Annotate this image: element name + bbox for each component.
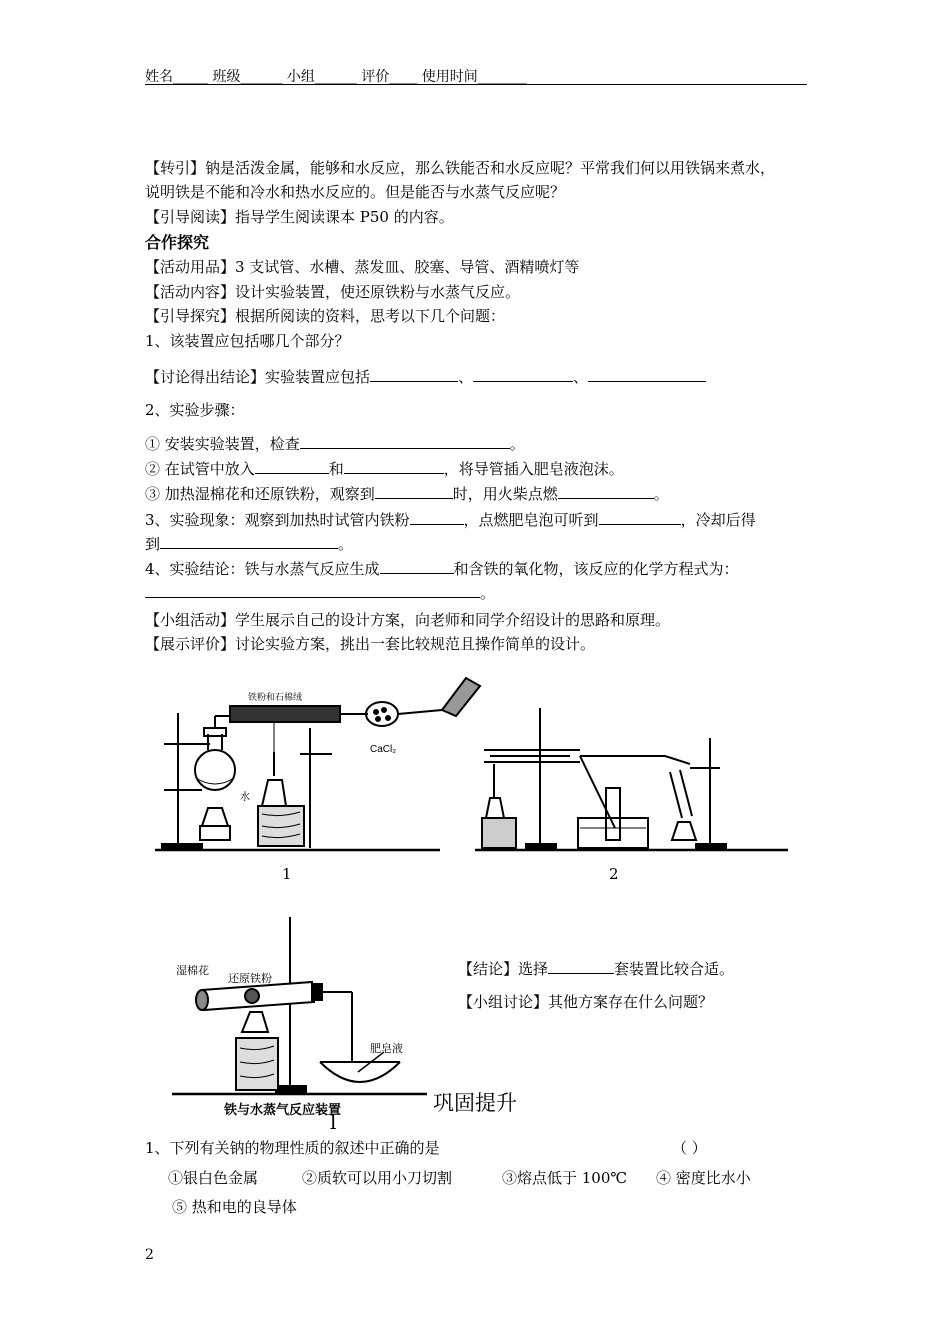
- blank-part-1[interactable]: [370, 366, 458, 382]
- blank-step-2b[interactable]: [344, 458, 444, 474]
- caption-figure-3: l: [330, 1110, 337, 1134]
- question-3: [145, 508, 756, 532]
- label-water: 水: [240, 792, 250, 803]
- consolidate-item-1: 1、下列有关钠的物理性质的叙述中正确的是: [145, 1139, 440, 1157]
- consolidate-title: 巩固提升: [433, 1091, 517, 1115]
- blank-step-2a[interactable]: [255, 458, 329, 474]
- q4-text-a: 4、实验结论：铁与水蒸气反应生成: [145, 560, 380, 578]
- apparatus-figure-1-2: [150, 668, 790, 858]
- discussion-line: [145, 365, 706, 389]
- label-reduced-iron: 还原铁粉: [228, 973, 272, 985]
- blank-step-3a[interactable]: [375, 483, 453, 499]
- q4-text-c: 。: [480, 584, 496, 602]
- caption-figure-1: 1: [282, 865, 292, 883]
- step-2-and: 和: [328, 460, 344, 478]
- group-activity: 【小组活动】学生展示自己的设计方案，向老师和同学介绍设计的思路和原理。: [145, 611, 671, 629]
- step-3-text: ③ 加热湿棉花和还原铁粉，观察到: [145, 485, 375, 503]
- page-number: 2: [145, 1247, 154, 1263]
- question-1: 1、该装置应包括哪几个部分？: [145, 332, 350, 350]
- apparatus-figure-3: [172, 912, 432, 1122]
- caption-figure-2: 2: [609, 865, 619, 883]
- step-3-end: 。: [653, 485, 669, 503]
- option-5: ⑤ 热和电的良导体: [172, 1198, 297, 1216]
- answer-paren[interactable]: （ ）: [672, 1139, 707, 1157]
- q3-text-e: 。: [338, 535, 354, 553]
- activity-content: 【活动内容】设计实验装置，使还原铁粉与水蒸气反应。: [145, 283, 521, 301]
- option-4: ④ 密度比水小: [656, 1169, 751, 1187]
- activity-materials: 【活动用品】3 支试管、水槽、蒸发皿、胶塞、导管、酒精喷灯等: [145, 258, 580, 276]
- q3-text-d: 到: [145, 535, 161, 553]
- blank-q3c[interactable]: [160, 533, 338, 549]
- section-title: 合作探究: [145, 233, 210, 252]
- transition-line-2: 说明铁是不能和冷水和热水反应的。但是能否与水蒸气反应呢？: [145, 183, 566, 201]
- option-1: ①银白色金属: [168, 1169, 259, 1187]
- step-3-mid: 时，用火柴点燃: [452, 485, 558, 503]
- label-soap-solution: 肥皂液: [370, 1043, 403, 1055]
- q3-text-c: ，冷却后得: [680, 511, 756, 529]
- step-1-text: ① 安装实验装置，检查: [145, 435, 300, 453]
- header-fields: 姓名_____ 班级______ 小组______ 评价____ 使用时间_______: [145, 69, 527, 85]
- q3-text-b: ，点燃肥皂泡可听到: [463, 511, 599, 529]
- display-evaluation: 【展示评价】讨论实验方案，挑出一套比较规范且操作简单的设计。: [145, 635, 596, 653]
- choose-end: 套装置比较合适。: [614, 960, 735, 978]
- separator: 、: [458, 368, 474, 386]
- activity-guide: 【引导探究】根据所阅读的资料，思考以下几个问题：: [145, 307, 506, 325]
- label-cacl2: CaCl₂: [370, 744, 397, 755]
- blank-step-1[interactable]: [300, 433, 510, 449]
- blank-part-3[interactable]: [588, 366, 706, 382]
- blank-q3b[interactable]: [599, 509, 681, 525]
- separator: 、: [573, 368, 589, 386]
- step-2: [145, 457, 624, 481]
- blank-q4a[interactable]: [380, 558, 454, 574]
- step-1-end: 。: [509, 435, 525, 453]
- reading-guide: 【引导阅读】指导学生阅读课本 P50 的内容。: [145, 208, 454, 226]
- option-2: ②质软可以用小刀切割: [302, 1169, 453, 1187]
- q3-text-a: 3、实验现象：观察到加热时试管内铁粉: [145, 511, 410, 529]
- header-rule: [145, 84, 807, 85]
- step-2-end: ，将导管插入肥皂液泡沫。: [443, 460, 624, 478]
- blank-choose[interactable]: [548, 958, 614, 974]
- step-1: [145, 432, 525, 456]
- step-3: [145, 482, 669, 506]
- step-2-text: ② 在试管中放入: [145, 460, 255, 478]
- blank-q4-equation[interactable]: [145, 582, 480, 598]
- discussion-prefix: 【讨论得出结论】实验装置应包括: [145, 368, 371, 386]
- label-wet-cotton: 湿棉花: [176, 965, 209, 977]
- conclusion-choose: [458, 957, 734, 981]
- question-3-cont: [145, 532, 353, 556]
- option-3: ③熔点低于 100℃: [502, 1169, 628, 1187]
- q4-text-b: 和含铁的氧化物，该反应的化学方程式为：: [453, 560, 739, 578]
- group-discussion: 【小组讨论】其他方案存在什么问题？: [458, 993, 714, 1011]
- question-2: 2、实验步骤：: [145, 401, 245, 419]
- question-4: [145, 557, 739, 581]
- blank-q3a[interactable]: [410, 509, 464, 525]
- blank-part-2[interactable]: [473, 366, 573, 382]
- blank-step-3b[interactable]: [558, 483, 654, 499]
- choose-text: 【结论】选择: [458, 960, 549, 978]
- figure-3-title: 铁与水蒸气反应装置: [224, 1102, 342, 1117]
- label-iron-asbestos: 铁粉和石棉绒: [248, 692, 303, 702]
- transition-line-1: 【转引】钠是活泼金属，能够和水反应，那么铁能否和水反应呢？平常我们何以用铁锅来煮水，: [145, 159, 776, 177]
- question-4-cont: [145, 581, 495, 605]
